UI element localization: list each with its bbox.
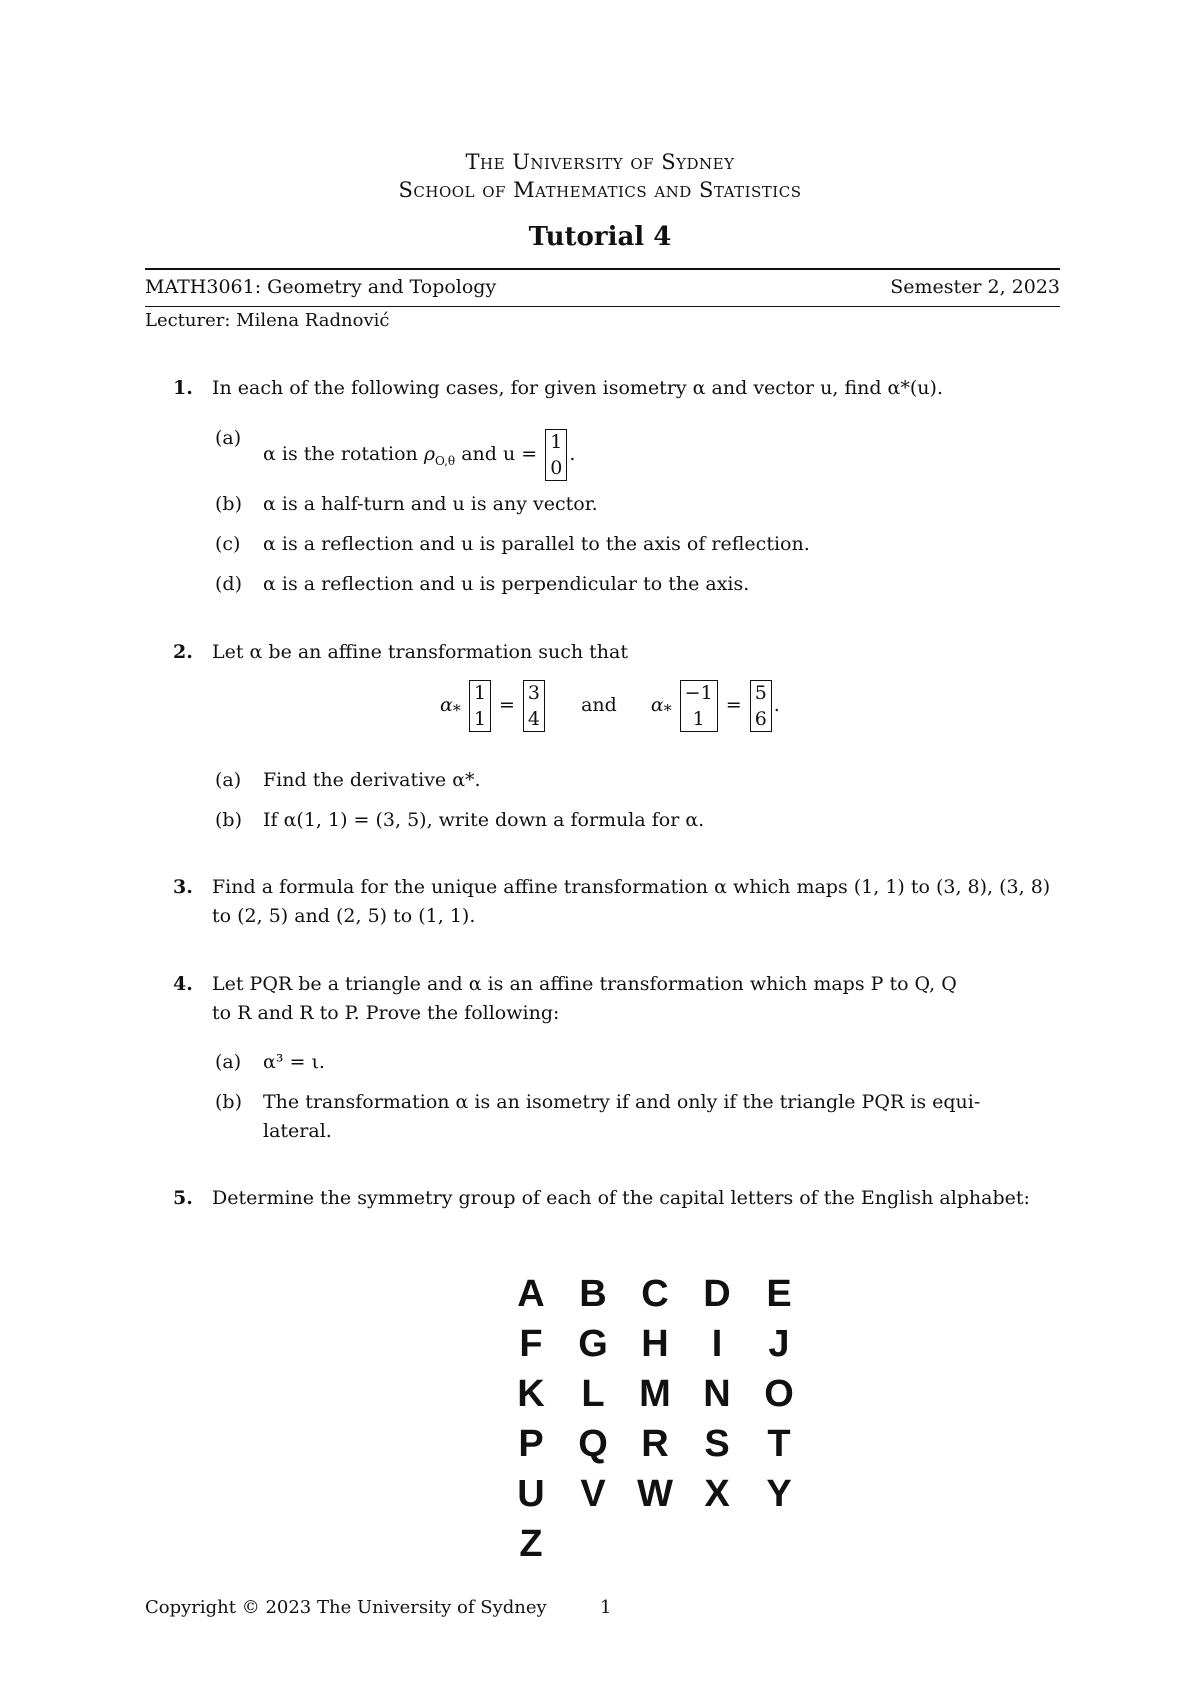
lecturer: Lecturer: Milena Radnović (145, 310, 390, 331)
letter-j: J (768, 1323, 790, 1365)
letter-m: M (639, 1373, 671, 1415)
letter-c: C (641, 1273, 669, 1315)
letter-a: A (517, 1273, 545, 1315)
q1-part-a: (a) α is the rotation $\rho_{O,\theta}$ and u = 1 0 . (215, 424, 1075, 491)
letter-e: E (766, 1273, 792, 1315)
letter-d: D (703, 1273, 731, 1315)
q1-part-d (215, 570, 1075, 599)
rho-symbol: ρ (423, 443, 435, 465)
part-text: Find the derivative α*. (263, 769, 481, 791)
rho-subscript: O,θ (434, 453, 456, 468)
header-rule-top (145, 268, 1060, 270)
letter-k: K (517, 1373, 545, 1415)
question-3 (145, 873, 1075, 931)
letter-f: F (519, 1323, 543, 1365)
letter-q: Q (578, 1423, 608, 1465)
q2-part-b (215, 806, 1075, 835)
part-text: α is a half-turn and u is any vector. (263, 493, 598, 515)
question-text: Determine the symmetry group of each of the capital letters of the English alphabet: (212, 1187, 1030, 1209)
letter-n: N (703, 1373, 731, 1415)
q1-part-c (215, 530, 1075, 559)
course-name: MATH3061: Geometry and Topology (145, 276, 497, 298)
letter-r: R (641, 1423, 669, 1465)
semester: Semester 2, 2023 (890, 276, 1060, 298)
question-text: In each of the following cases, for given isometry α and vector u, find α*(u). (212, 377, 943, 399)
letter-i: I (711, 1323, 723, 1365)
part-text: and u = (461, 443, 538, 465)
question-number: 1. (173, 377, 193, 399)
matrix: 1 1 (469, 680, 491, 732)
letter-u: U (517, 1473, 545, 1515)
q4-part-b (215, 1088, 1075, 1146)
part-label: (a) (215, 769, 242, 791)
letter-w: W (637, 1473, 673, 1515)
q2-display-equation: $\alpha_*$ 1 1 = 3 4 and $\alpha_*$ −1 1 = 5 6 . (440, 682, 780, 730)
university-name: The University of Sydney (465, 150, 735, 174)
matrix: 5 6 (750, 680, 772, 732)
part-text: α is a reflection and u is perpendicular to the axis. (263, 573, 750, 595)
letter-t: T (767, 1423, 791, 1465)
question-5 (145, 1184, 1075, 1213)
part-text: α³ = ι. (263, 1051, 325, 1073)
question-text-line-2: to (2, 5) and (2, 5) to (1, 1). (212, 905, 476, 927)
part-label: (b) (215, 493, 242, 515)
q4-part-a (215, 1048, 1075, 1077)
part-text: If α(1, 1) = (3, 5), write down a formula for α. (263, 809, 705, 831)
question-2 (145, 638, 1075, 667)
letter-b: B (579, 1273, 607, 1315)
letter-p: P (518, 1423, 544, 1465)
matrix: 3 4 (523, 680, 545, 732)
q2-part-a (215, 766, 1075, 795)
part-label: (a) (215, 427, 242, 449)
alphabet-grid (500, 1275, 810, 1563)
question-text-line-1: Let PQR be a triangle and α is an affine transformation which maps P to Q, Q (212, 973, 957, 995)
page-number: 1 (600, 1597, 612, 1618)
question-text-line-2: to R and R to P. Prove the following: (212, 1002, 560, 1024)
part-label: (b) (215, 809, 242, 831)
copyright: Copyright © 2023 The University of Sydney (145, 1597, 547, 1618)
part-label: (c) (215, 533, 241, 555)
part-label: (d) (215, 573, 242, 595)
question-text-line-1: Find a formula for the unique affine transformation α which maps (1, 1) to (3, 8), (3, 8) (212, 876, 1051, 898)
letter-h: H (641, 1323, 669, 1365)
letter-y: Y (766, 1473, 792, 1515)
question-number: 3. (173, 876, 193, 898)
part-text-line-1: The transformation α is an isometry if and only if the triangle PQR is equi- (263, 1091, 981, 1113)
question-4 (145, 970, 1075, 1028)
letter-x: X (704, 1473, 730, 1515)
question-number: 2. (173, 641, 193, 663)
part-text: α is the rotation (263, 443, 418, 465)
part-text: α is a reflection and u is parallel to the axis of reflection. (263, 533, 810, 555)
question-1 (145, 374, 1075, 403)
letter-l: L (581, 1373, 605, 1415)
page-title: Tutorial 4 (528, 222, 672, 252)
matrix: −1 1 (680, 680, 718, 732)
letter-z: Z (519, 1523, 543, 1565)
question-number: 5. (173, 1187, 193, 1209)
part-label: (a) (215, 1051, 242, 1073)
question-text: Let α be an affine transformation such that (212, 641, 628, 663)
vector-matrix: 1 0 (545, 429, 567, 481)
q1-part-b (215, 490, 1075, 519)
header-rule-bottom (145, 306, 1060, 307)
letter-o: O (764, 1373, 794, 1415)
question-number: 4. (173, 973, 193, 995)
letter-g: G (578, 1323, 608, 1365)
part-label: (b) (215, 1091, 242, 1113)
letter-v: V (580, 1473, 606, 1515)
part-text-line-2: lateral. (263, 1120, 332, 1142)
letter-s: S (704, 1423, 730, 1465)
school-name: School of Mathematics and Statistics (398, 178, 802, 202)
